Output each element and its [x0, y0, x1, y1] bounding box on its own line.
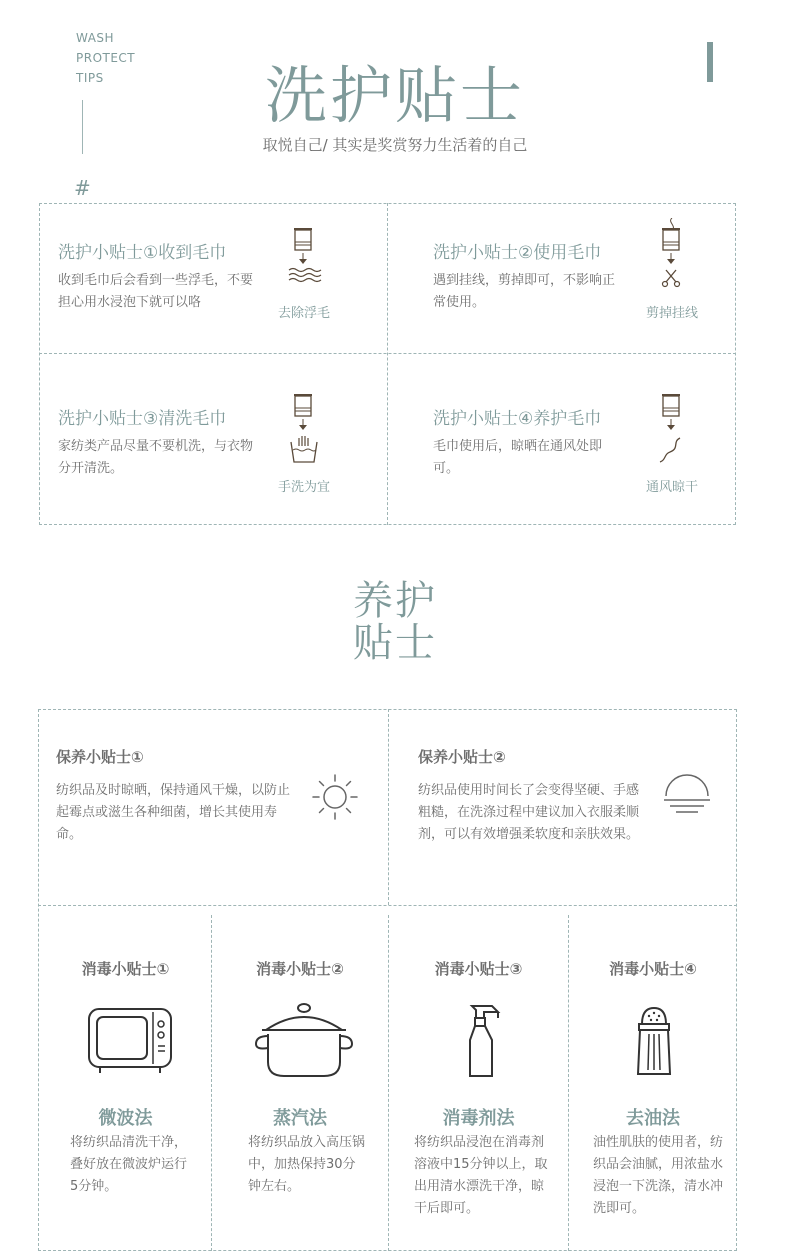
care-heading-line-2: 贴士	[353, 620, 437, 666]
microwave-icon	[86, 1006, 174, 1076]
en-line-protect: PROTECT	[76, 51, 136, 65]
wash-grid-divider-v	[387, 203, 388, 525]
care-tip-2-desc: 纺织品使用时间长了会变得坚硬、手感粗糙，在洗涤过程中建议加入衣服柔顺剂，可以有效增强柔软度和亲肤效果。	[418, 783, 640, 842]
disinfect-tip-1-title: 消毒小贴士①	[81, 960, 170, 978]
disinfect-tip-1-method: 微波法	[98, 1108, 153, 1129]
disinfect-tip-4-method: 去油法	[626, 1108, 680, 1129]
sunset-icon	[660, 768, 714, 820]
sun-icon	[310, 772, 360, 822]
towel-water-icon	[286, 226, 322, 294]
disinfect-tip-3-desc: 将纺织品浸泡在消毒剂溶液中15分钟以上，取出用清水漂洗干净，晾干后即可。	[414, 1135, 548, 1216]
wash-tip-3-icon-label: 手洗为宜	[277, 480, 330, 495]
wash-tip-4-desc: 毛巾使用后，晾晒在通风处即可。	[433, 439, 603, 476]
care-grid-divider-v	[388, 709, 389, 905]
care-grid-divider-h	[38, 905, 737, 906]
care-tip-1-desc: 纺织品及时晾晒，保持通风干燥，以防止起霉点或滋生各种细菌，增长其使用寿命。	[56, 783, 291, 842]
wash-tip-2-icon-label: 剪掉挂线	[645, 306, 698, 321]
wash-tip-4-icon-label: 通风晾干	[645, 480, 698, 495]
disinfect-tip-4-desc: 油性肌肤的使用者，纺织品会油腻，用浓盐水浸泡一下洗涤，清水冲洗即可。	[593, 1135, 724, 1216]
care-tip-1-title: 保养小贴士①	[56, 748, 144, 766]
en-line-tips: TIPS	[76, 71, 104, 85]
towel-airdry-icon	[654, 392, 690, 468]
wash-tip-3-desc: 家纺类产品尽量不要机洗，与衣物分开清洗。	[58, 439, 254, 476]
disinfect-tip-1-desc: 将纺织品清洗干净，叠好放在微波炉运行5分钟。	[70, 1135, 188, 1194]
care-tip-2-title: 保养小贴士②	[418, 748, 506, 766]
towel-scissors-icon	[654, 218, 690, 294]
disinfect-tip-2-title: 消毒小贴士②	[256, 960, 344, 978]
page-title: 洗护贴士	[264, 59, 525, 132]
care-heading-line-1: 养护	[353, 578, 437, 624]
disinfect-tip-3-title: 消毒小贴士③	[434, 960, 523, 978]
wash-tip-4-title: 洗护小贴士④养护毛巾	[433, 409, 602, 429]
spray-bottle-icon	[462, 1000, 502, 1080]
wash-tip-1-desc: 收到毛巾后会看到一些浮毛，不要担心用水浸泡下就可以咯	[58, 273, 254, 310]
wash-tip-1-title: 洗护小贴士①收到毛巾	[58, 243, 227, 263]
wash-tip-2-title: 洗护小贴士②使用毛巾	[433, 243, 602, 263]
wash-tip-1-icon-label: 去除浮毛	[277, 306, 330, 321]
hash-mark: #	[74, 176, 91, 200]
towel-handwash-icon	[286, 392, 322, 468]
pot-icon	[252, 1000, 356, 1080]
disinfect-tip-3-method: 消毒剂法	[442, 1108, 515, 1129]
page-subtitle: 取悦自己/ 其实是奖赏努力生活着的自己	[262, 136, 528, 154]
disinfect-tip-4-title: 消毒小贴士④	[609, 960, 697, 978]
wash-tip-2-desc: 遇到挂线，剪掉即可，不影响正常使用。	[433, 273, 616, 310]
salt-shaker-icon	[632, 1002, 676, 1078]
wash-grid-divider-h	[39, 353, 736, 354]
disinfect-tip-2-desc: 将纺织品放入高压锅中，加热保持30分钟左右。	[248, 1135, 366, 1194]
en-line-wash: WASH	[76, 31, 115, 45]
wash-tip-3-title: 洗护小贴士③清洗毛巾	[58, 409, 227, 429]
disinfect-tip-2-method: 蒸汽法	[273, 1108, 327, 1129]
